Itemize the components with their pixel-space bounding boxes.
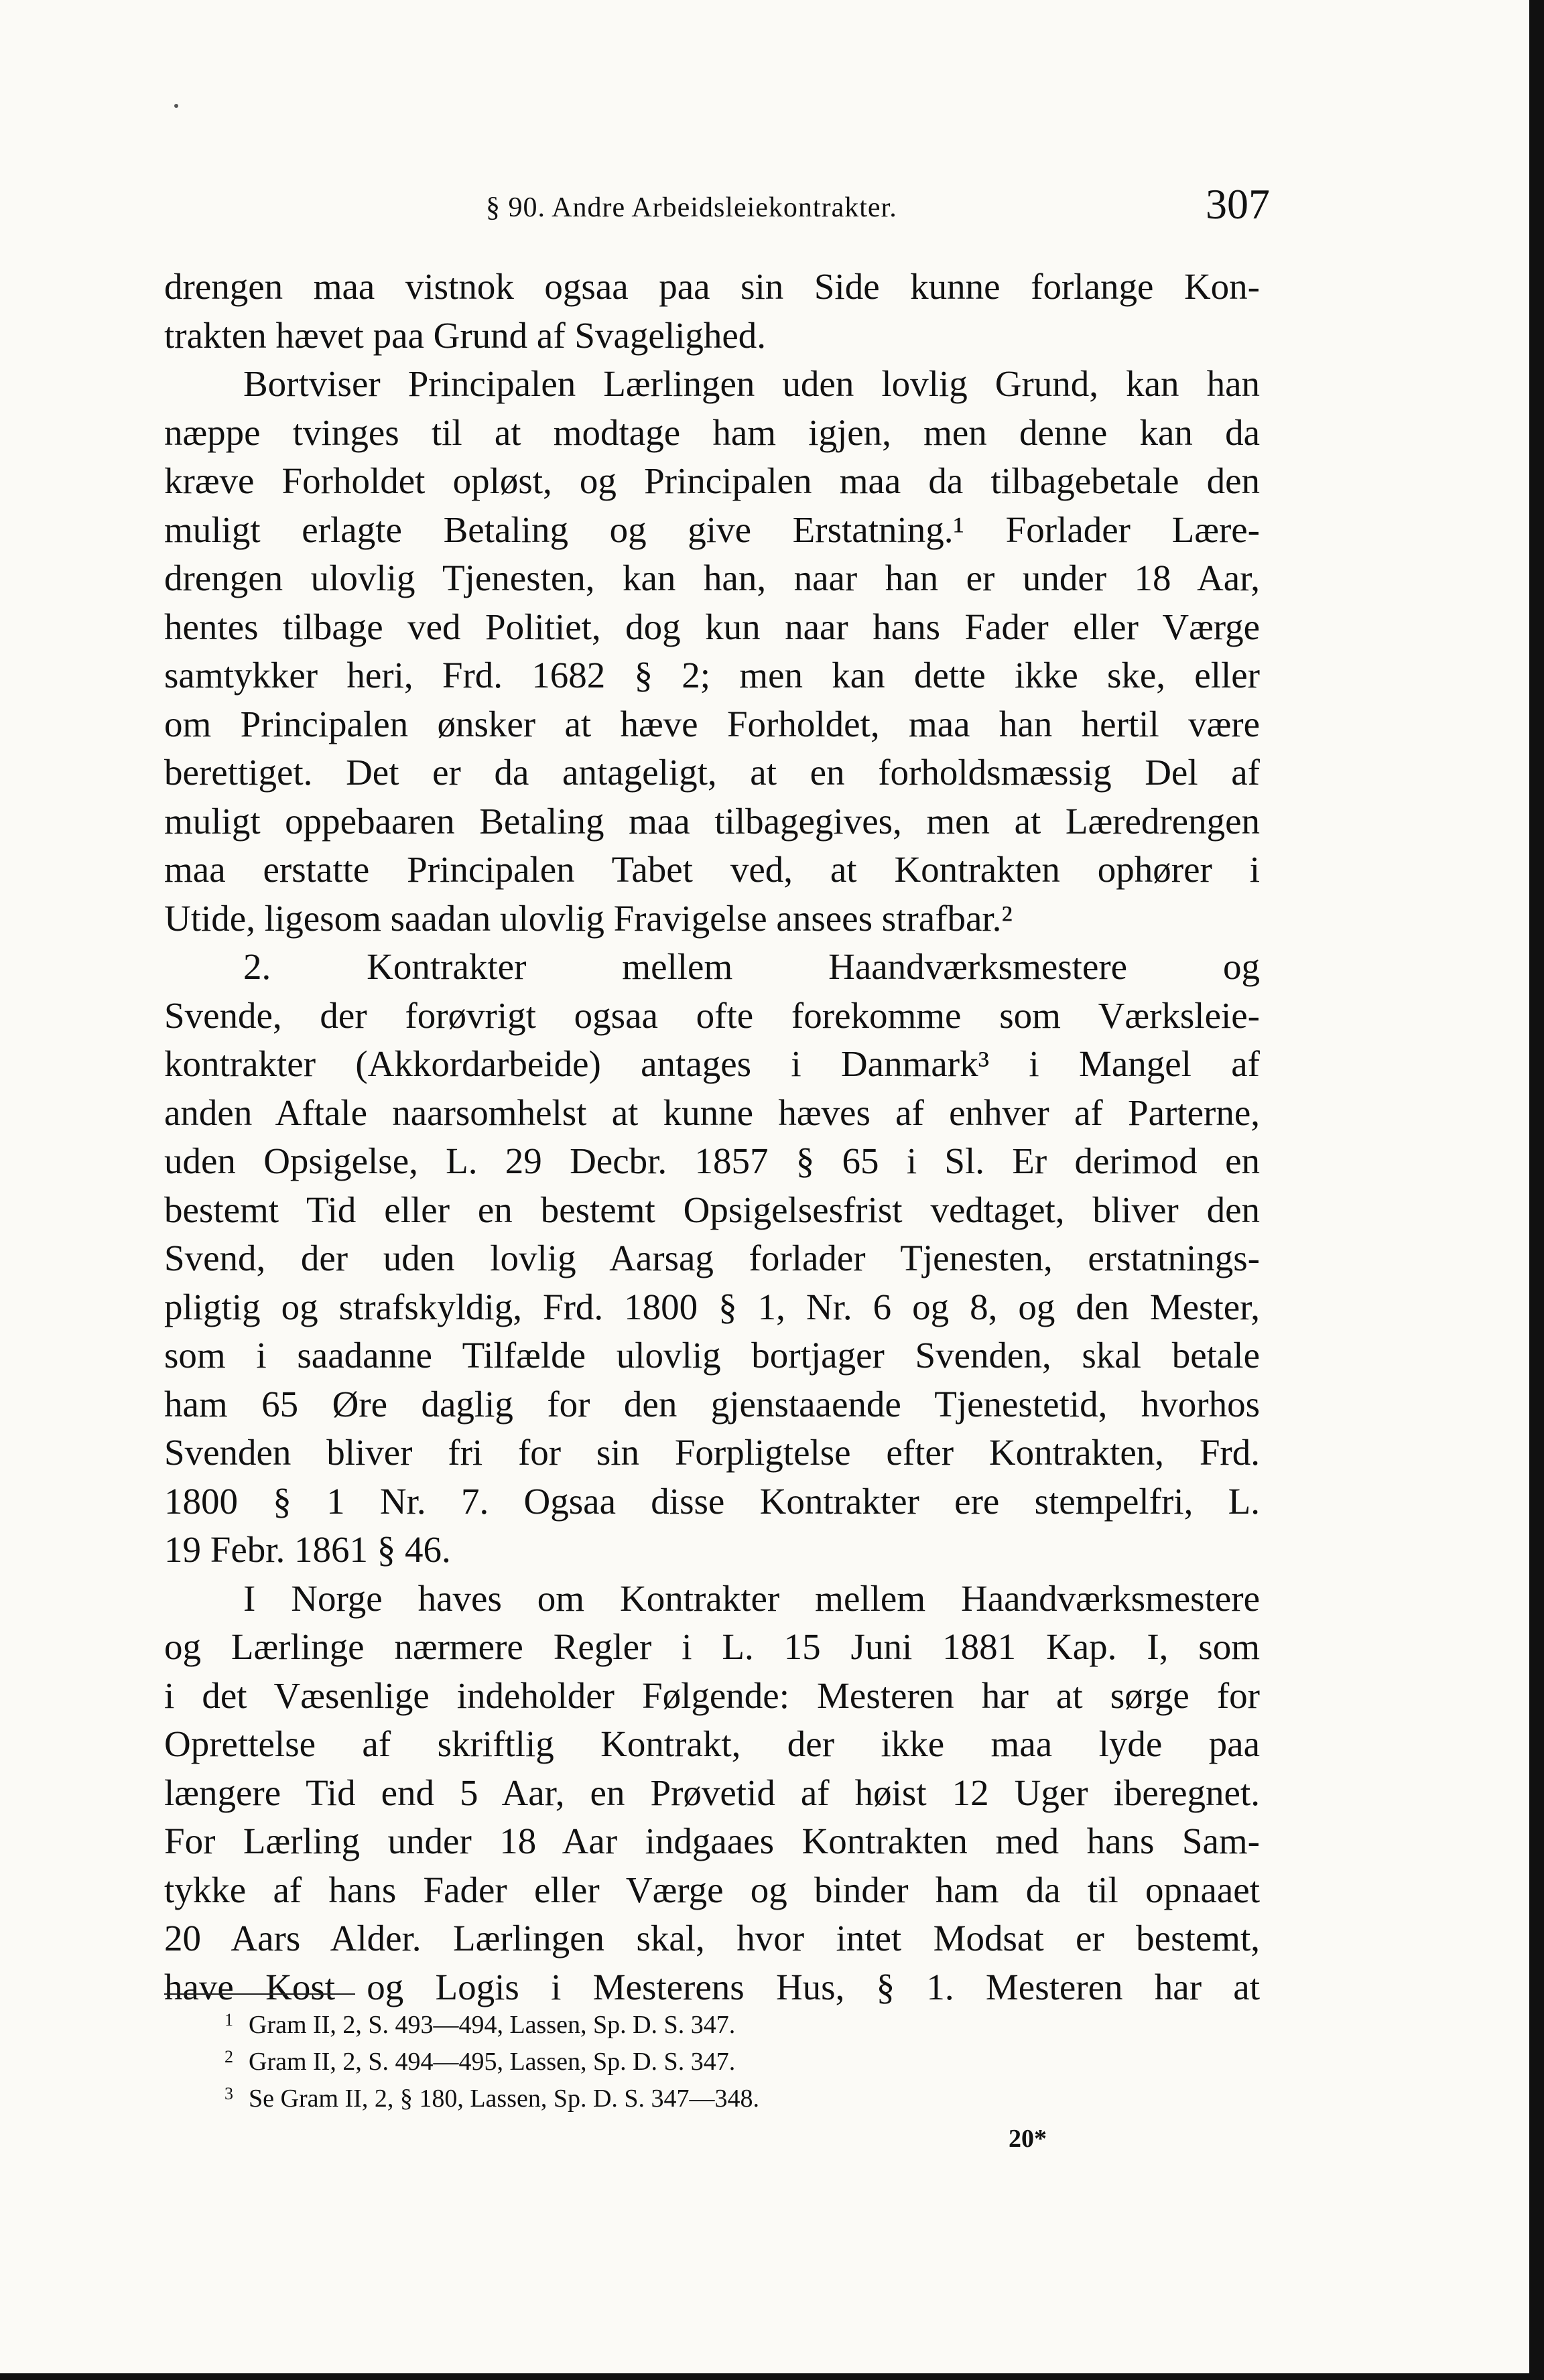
speck-mark <box>174 104 178 108</box>
text-line: Utide, ligesom saadan ulovlig Fravigelse ansees strafbar.² <box>164 897 1013 939</box>
text-line: som i saadanne Tilfælde ulovlig bortjager Svenden, skal betale <box>164 1335 1260 1376</box>
footnote-mark: 3 <box>224 2084 233 2103</box>
text-line: Svende, der forøvrigt ogsaa ofte forekomme som Værksleie- <box>164 994 1260 1036</box>
footnote-mark: 1 <box>224 2010 233 2030</box>
text-line: kontrakter (Akkordarbeide) antages i Danmark³ i Mangel af <box>164 1043 1260 1084</box>
text-line: uden Opsigelse, L. 29 Decbr. 1857 § 65 i Sl. Er derimod en <box>164 1140 1260 1181</box>
text-line: Bortviser Principalen Lærlingen uden lovlig Grund, kan han <box>243 363 1260 404</box>
text-line: og Lærlinge nærmere Regler i L. 15 Juni 1881 Kap. I, som <box>164 1626 1260 1667</box>
text-line: 2. Kontrakter mellem Haandværksmestere og <box>243 946 1260 987</box>
text-line: tykke af hans Fader eller Værge og binder ham da til opnaaet <box>164 1869 1260 1910</box>
text-line: 1800 § 1 Nr. 7. Ogsaa disse Kontrakter ere stempelfri, L. <box>164 1480 1260 1522</box>
text-line: anden Aftale naarsomhelst at kunne hæves af enhver af Parterne, <box>164 1092 1260 1133</box>
text-line: om Principalen ønsker at hæve Forholdet, maa han hertil være <box>164 703 1260 744</box>
text-line: Svend, der uden lovlig Aarsag forlader Tjenesten, erstatnings- <box>164 1238 1260 1278</box>
footnote <box>224 2080 1096 2117</box>
text-line: Svenden bliver fri for sin Forpligtelse efter Kontrakten, Frd. <box>164 1432 1260 1473</box>
footnote-rule <box>164 1993 355 1995</box>
text-line: i det Væsenlige indeholder Følgende: Mesteren har at sørge for <box>164 1674 1260 1716</box>
text-line: have Kost og Logis i Mesterens Hus, § 1. Mesteren har at <box>164 1966 1260 2007</box>
text-line: kræve Forholdet opløst, og Principalen maa da tilbagebetale den <box>164 460 1260 501</box>
text-line: længere Tid end 5 Aar, en Prøvetid af høist 12 Uger iberegnet. <box>164 1772 1260 1813</box>
footnote-text: Gram II, 2, S. 493—494, Lassen, Sp. D. S. 347. <box>249 2011 736 2039</box>
footnote-text: Se Gram II, 2, § 180, Lassen, Sp. D. S. 347—348. <box>249 2085 760 2113</box>
page-number: 307 <box>1206 180 1270 228</box>
text-line: samtykker heri, Frd. 1682 § 2; men kan dette ikke ske, eller <box>164 655 1260 696</box>
text-line: muligt erlagte Betaling og give Erstatning.¹ Forlader Lære- <box>164 509 1260 550</box>
text-line: maa erstatte Principalen Tabet ved, at Kontrakten ophører i <box>164 849 1260 890</box>
text-line: trakten hævet paa Grund af Svagelighed. <box>164 314 767 356</box>
text-line: drengen maa vistnok ogsaa paa sin Side kunne forlange Kon- <box>164 266 1260 307</box>
footnote-mark: 2 <box>224 2047 233 2066</box>
text-line: hentes tilbage ved Politiet, dog kun naar hans Fader eller Værge <box>164 606 1260 647</box>
text-line: muligt oppebaaren Betaling maa tilbagegives, men at Læredrengen <box>164 800 1260 842</box>
text-line: bestemt Tid eller en bestemt Opsigelsesfrist vedtaget, bliver den <box>164 1189 1260 1230</box>
footnote <box>224 2007 1096 2044</box>
page-header <box>164 180 1270 240</box>
text-line: berettiget. Det er da antageligt, at en forholdsmæssig Del af <box>164 752 1260 793</box>
text-line: 19 Febr. 1861 § 46. <box>164 1529 451 1570</box>
signature-mark: 20* <box>1009 2125 1047 2153</box>
body-text <box>164 263 1260 2011</box>
text-line: I Norge haves om Kontrakter mellem Haandværksmestere <box>243 1577 1260 1619</box>
text-line: 20 Aars Alder. Lærlingen skal, hvor intet Modsat er bestemt, <box>164 1918 1260 1959</box>
footnote <box>224 2044 1096 2080</box>
text-line: ham 65 Øre daglig for den gjenstaaende Tjenestetid, hvorhos <box>164 1383 1260 1425</box>
text-line: For Lærling under 18 Aar indgaaes Kontrakten med hans Sam- <box>164 1821 1260 1861</box>
footnotes <box>224 2007 1096 2117</box>
footnote-text: Gram II, 2, S. 494—495, Lassen, Sp. D. S. 347. <box>249 2048 736 2076</box>
running-head: § 90. Andre Arbeidsleiekontrakter. <box>486 192 897 223</box>
text-line: næppe tvinges til at modtage ham igjen, men denne kan da <box>164 411 1260 453</box>
text-line: drengen ulovlig Tjenesten, kan han, naar han er under 18 Aar, <box>164 557 1260 598</box>
text-line: pligtig og strafskyldig, Frd. 1800 § 1, Nr. 6 og 8, og den Mester, <box>164 1286 1260 1327</box>
text-line: Oprettelse af skriftlig Kontrakt, der ikke maa lyde paa <box>164 1723 1260 1764</box>
